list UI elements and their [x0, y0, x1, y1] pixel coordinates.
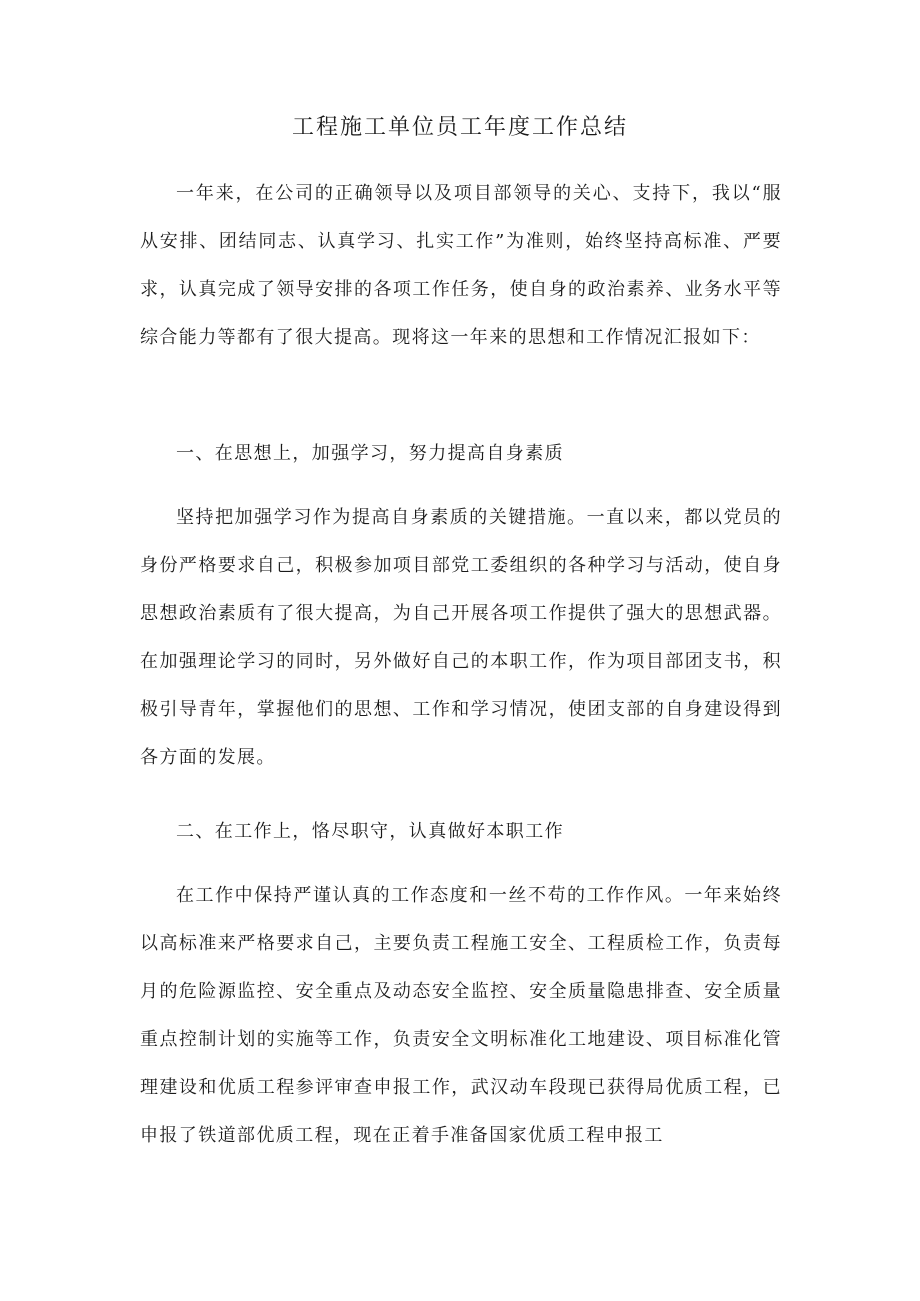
paragraph-intro: 一年来，在公司的正确领导以及项目部领导的关心、支持下，我以“服从安排、团结同志、认真学习、扎实工作”为准则，始终坚持高标准、严要求，认真完成了领导安排的各项工作任务，使自身的政治素养、业务水平等综合能力等都有了很大提高。现将这一年来的思想和工作情况汇报如下：: [140, 183, 782, 348]
section-heading-2: 二、在工作上，恪尽职守，认真做好本职工作: [176, 821, 564, 842]
paragraph-work: 在工作中保持严谨认真的工作态度和一丝不苟的工作作风。一年来始终以高标准来严格要求自己，主要负责工程施工安全、工程质检工作，负责每月的危险源监控、安全重点及动态安全监控、安全质量隐患排查、安全质量重点控制计划的实施等工作，负责安全文明标准化工地建设、项目标准化管理建设和优质工程参评审查申报工作，武汉动车段现已获得局优质工程，已申报了铁道部优质工程，现在正着手准备国家优质工程申报工: [140, 885, 782, 1146]
document-title: 工程施工单位员工年度工作总结: [291, 115, 628, 140]
paragraph-study: 坚持把加强学习作为提高自身素质的关键措施。一直以来，都以党员的身份严格要求自己，积极参加项目部党工委组织的各种学习与活动，使自身思想政治素质有了很大提高，为自己开展各项工作提供了强大的思想武器。在加强理论学习的同时，另外做好自己的本职工作，作为项目部团支书，积极引导青年，掌握他们的思想、工作和学习情况，使团支部的自身建设得到各方面的发展。: [140, 507, 782, 768]
section-heading-1: 一、在思想上，加强学习，努力提高自身素质: [176, 443, 564, 464]
